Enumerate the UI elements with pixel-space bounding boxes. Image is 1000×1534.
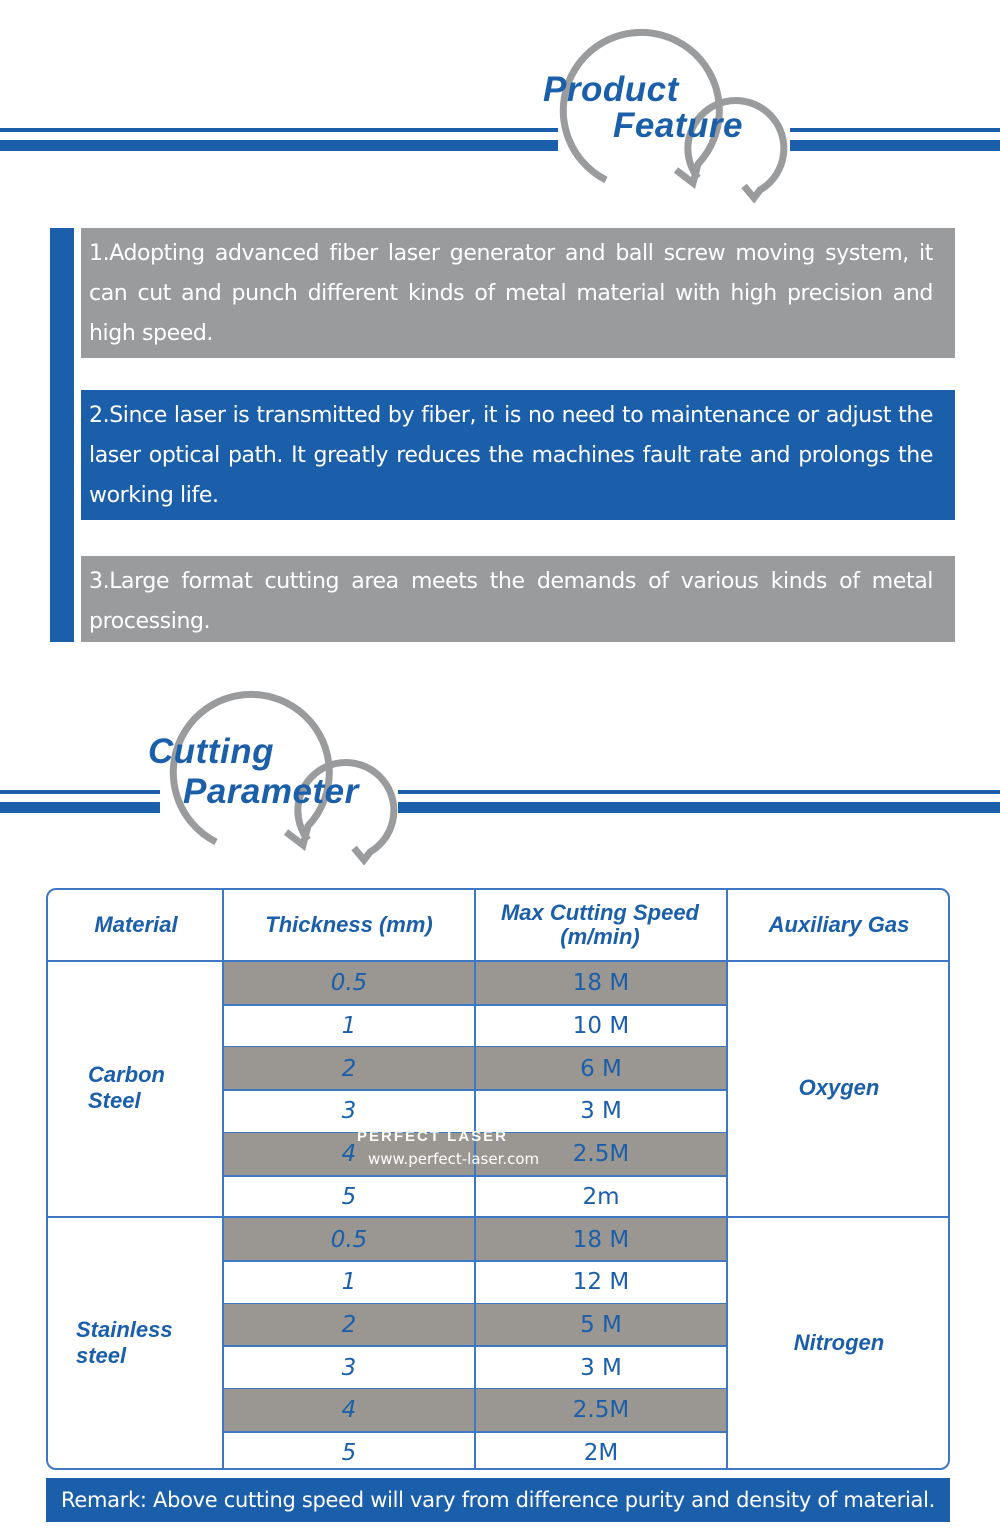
feature-item-3: 3.Large format cutting area meets the demands of various kinds of metal processing.	[81, 556, 955, 642]
feature-accent-bar	[50, 228, 74, 642]
speed-cell: 6 M	[476, 1047, 726, 1090]
header-thickness: Thickness (mm)	[265, 912, 433, 937]
thickness-cell: 2	[224, 1047, 474, 1090]
speed-cell: 5 M	[476, 1304, 726, 1347]
param-rule-left-thick	[0, 802, 160, 813]
feature-item-2: 2.Since laser is transmitted by fiber, it is no need to maintenance or adjust the laser optical path. It greatly reduces the machines fault rate and prolongs the working life.	[81, 390, 955, 520]
gas-oxygen: Oxygen	[798, 1075, 880, 1100]
header-rule-right-thick	[790, 140, 1000, 151]
speed-cell: 3 M	[580, 1098, 622, 1125]
watermark-brand: PERFECT LASER	[357, 1128, 509, 1145]
thickness-cell: 5	[341, 1440, 357, 1467]
material-carbon-steel: Carbon Steel	[88, 1062, 165, 1113]
thickness-cell: 2	[224, 1304, 474, 1347]
speed-cell: 12 M	[572, 1269, 630, 1296]
material-stainless-steel: Stainless steel	[76, 1317, 173, 1368]
speed-cell: 2m	[582, 1183, 620, 1210]
thickness-cell: 0.5	[224, 1218, 474, 1261]
gas-nitrogen: Nitrogen	[793, 1330, 885, 1355]
remark-banner: Remark: Above cutting speed will vary from difference purity and density of material.	[46, 1478, 950, 1522]
speed-cell: 18 M	[476, 962, 726, 1005]
cutting-parameter-title-line1: Cutting	[148, 732, 274, 771]
header-rule-left-thin	[0, 128, 558, 132]
watermark-url: www.perfect-laser.com	[368, 1150, 540, 1168]
col-divider-1	[222, 890, 224, 1470]
col-divider-2	[474, 890, 476, 1470]
thickness-cell: 4	[224, 1133, 474, 1176]
thickness-cell: 5	[341, 1183, 357, 1210]
header-rule-left-thick	[0, 140, 558, 151]
product-feature-title-line1: Product	[543, 70, 679, 109]
speed-cell: 10 M	[572, 1013, 630, 1040]
cutting-parameter-table	[46, 888, 950, 1470]
feature-item-1: 1.Adopting advanced fiber laser generator and ball screw moving system, it can cut and punch different kinds of metal material with high precision and high speed.	[81, 228, 955, 358]
speed-cell: 3 M	[580, 1354, 622, 1381]
product-feature-title-line2: Feature	[613, 106, 743, 145]
thickness-cell: 1	[341, 1269, 357, 1296]
header-speed: Max Cutting Speed (m/min)	[500, 900, 699, 949]
header-divider	[48, 960, 950, 962]
header-material: Material	[94, 912, 178, 937]
header-rule-right-thin	[790, 128, 1000, 132]
thickness-cell: 1	[341, 1013, 357, 1040]
param-rule-right-thin	[398, 790, 1000, 794]
header-gas: Auxiliary Gas	[768, 912, 910, 937]
speed-cell: 18 M	[476, 1218, 726, 1261]
param-rule-left-thin	[0, 790, 160, 794]
group-divider	[48, 1216, 950, 1218]
col-divider-3	[726, 890, 728, 1470]
thickness-cell: 3	[341, 1354, 357, 1381]
speed-cell: 2.5M	[476, 1133, 726, 1176]
speed-cell: 2M	[583, 1440, 619, 1467]
thickness-cell: 4	[224, 1389, 474, 1432]
thickness-cell: 3	[341, 1098, 357, 1125]
cutting-parameter-title-line2: Parameter	[183, 772, 359, 811]
speed-cell: 2.5M	[476, 1389, 726, 1432]
param-rule-right-thick	[398, 802, 1000, 813]
thickness-cell: 0.5	[224, 962, 474, 1005]
